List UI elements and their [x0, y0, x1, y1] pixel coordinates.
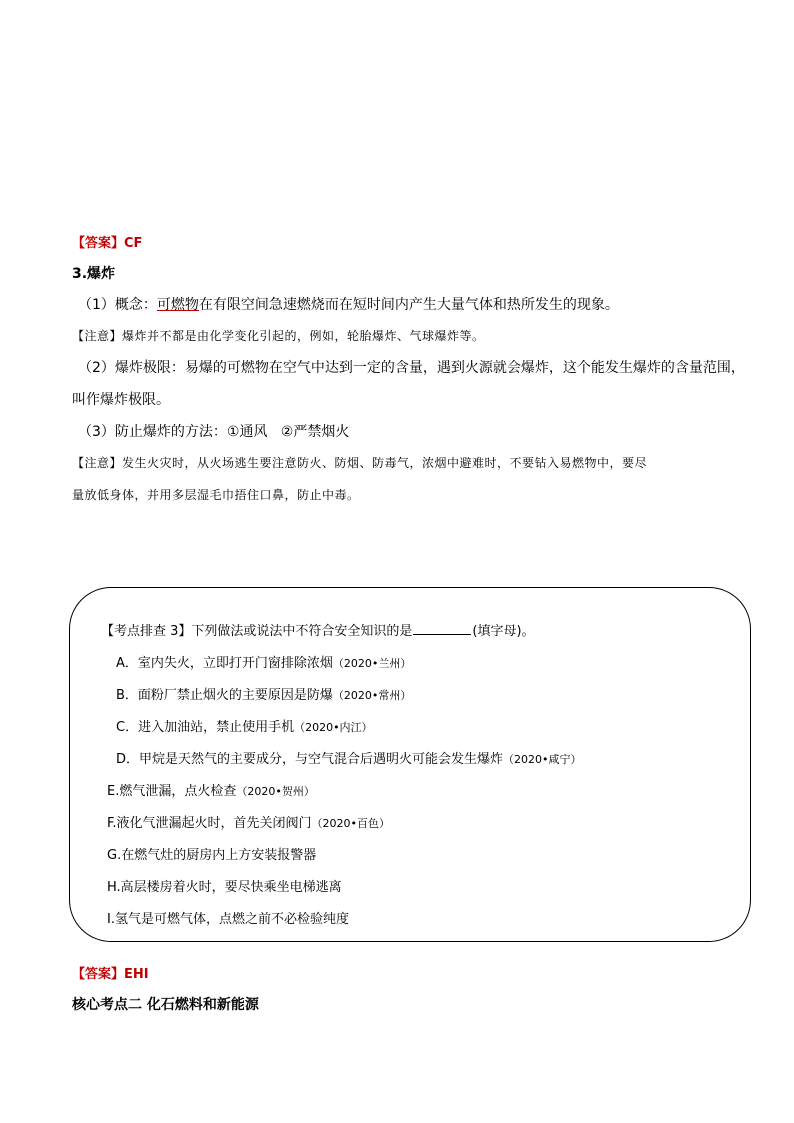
concept-text: 在有限空间急速燃烧而在短时间内产生大量气体和热所发生的现象。 — [198, 297, 619, 313]
answer-blank — [413, 633, 471, 635]
question-stem — [101, 620, 535, 639]
note-2-line-2: 量放低身体，并用多层湿毛巾捂住口鼻，防止中毒。 — [72, 488, 360, 502]
option-c: C．进入加油站，禁止使用手机（2020•内江） — [116, 720, 373, 735]
answer-tag: 【答案】 — [72, 967, 125, 982]
option-h: H.高层楼房着火时，要尽快乘坐电梯逃离 — [107, 880, 342, 895]
concept-label: （1）概念： — [78, 297, 157, 313]
answer-line-1 — [72, 232, 142, 251]
question-suffix: (填字母)。 — [472, 624, 535, 639]
note-2-line-1: 【注意】发生火灾时，从火场逃生要注意防火、防烟、防毒气，浓烟中避难时，不要钻入易燃物中，要尽 — [72, 456, 648, 470]
option-citation: （2020•内江） — [294, 721, 373, 734]
question-prefix: 【考点排查 3】下列做法或说法中不符合安全知识的是 — [101, 624, 413, 639]
option-e: E.燃气泄漏，点火检查（2020•贺州） — [107, 784, 315, 799]
option-f: F.液化气泄漏起火时，首先关闭阀门（2020•百色） — [107, 816, 391, 831]
option-citation: （2020•常州） — [332, 689, 412, 702]
limit-line-2: 叫作爆炸极限。 — [72, 392, 170, 408]
option-citation: （2020•兰州） — [332, 657, 412, 670]
answer-line-2 — [72, 963, 149, 982]
option-citation: （2020•百色） — [311, 817, 391, 830]
option-a: A．室内失火，立即打开门窗排除浓烟（2020•兰州） — [116, 656, 412, 671]
core-section-title: 核心考点二 化石燃料和新能源 — [72, 997, 259, 1013]
prevent-paragraph: （3）防止爆炸的方法：①通风 ②严禁烟火 — [78, 424, 350, 440]
answer-tag: 【答案】 — [72, 236, 125, 251]
option-g: G.在燃气灶的厨房内上方安装报警器 — [107, 848, 317, 863]
concept-paragraph — [78, 294, 619, 314]
answer-value: CF — [124, 236, 143, 251]
option-b: B．面粉厂禁止烟火的主要原因是防爆（2020•常州） — [116, 688, 412, 703]
concept-term: 可燃物 — [156, 297, 199, 313]
limit-line-1: （2）爆炸极限：易爆的可燃物在空气中达到一定的含量，遇到火源就会爆炸，这个能发生爆炸的含量范围， — [78, 360, 745, 376]
option-i: I.氢气是可燃气体，点燃之前不必检验纯度 — [107, 912, 349, 927]
option-d: D．甲烷是天然气的主要成分，与空气混合后遇明火可能会发生爆炸（2020•咸宁） — [116, 752, 582, 767]
section-title: 3.爆炸 — [72, 266, 116, 282]
answer-value: EHI — [124, 967, 149, 982]
option-citation: （2020•咸宁） — [503, 753, 582, 766]
option-citation: （2020•贺州） — [236, 785, 315, 798]
note-1: 【注意】爆炸并不都是由化学变化引起的，例如，轮胎爆炸、气球爆炸等。 — [72, 329, 485, 343]
